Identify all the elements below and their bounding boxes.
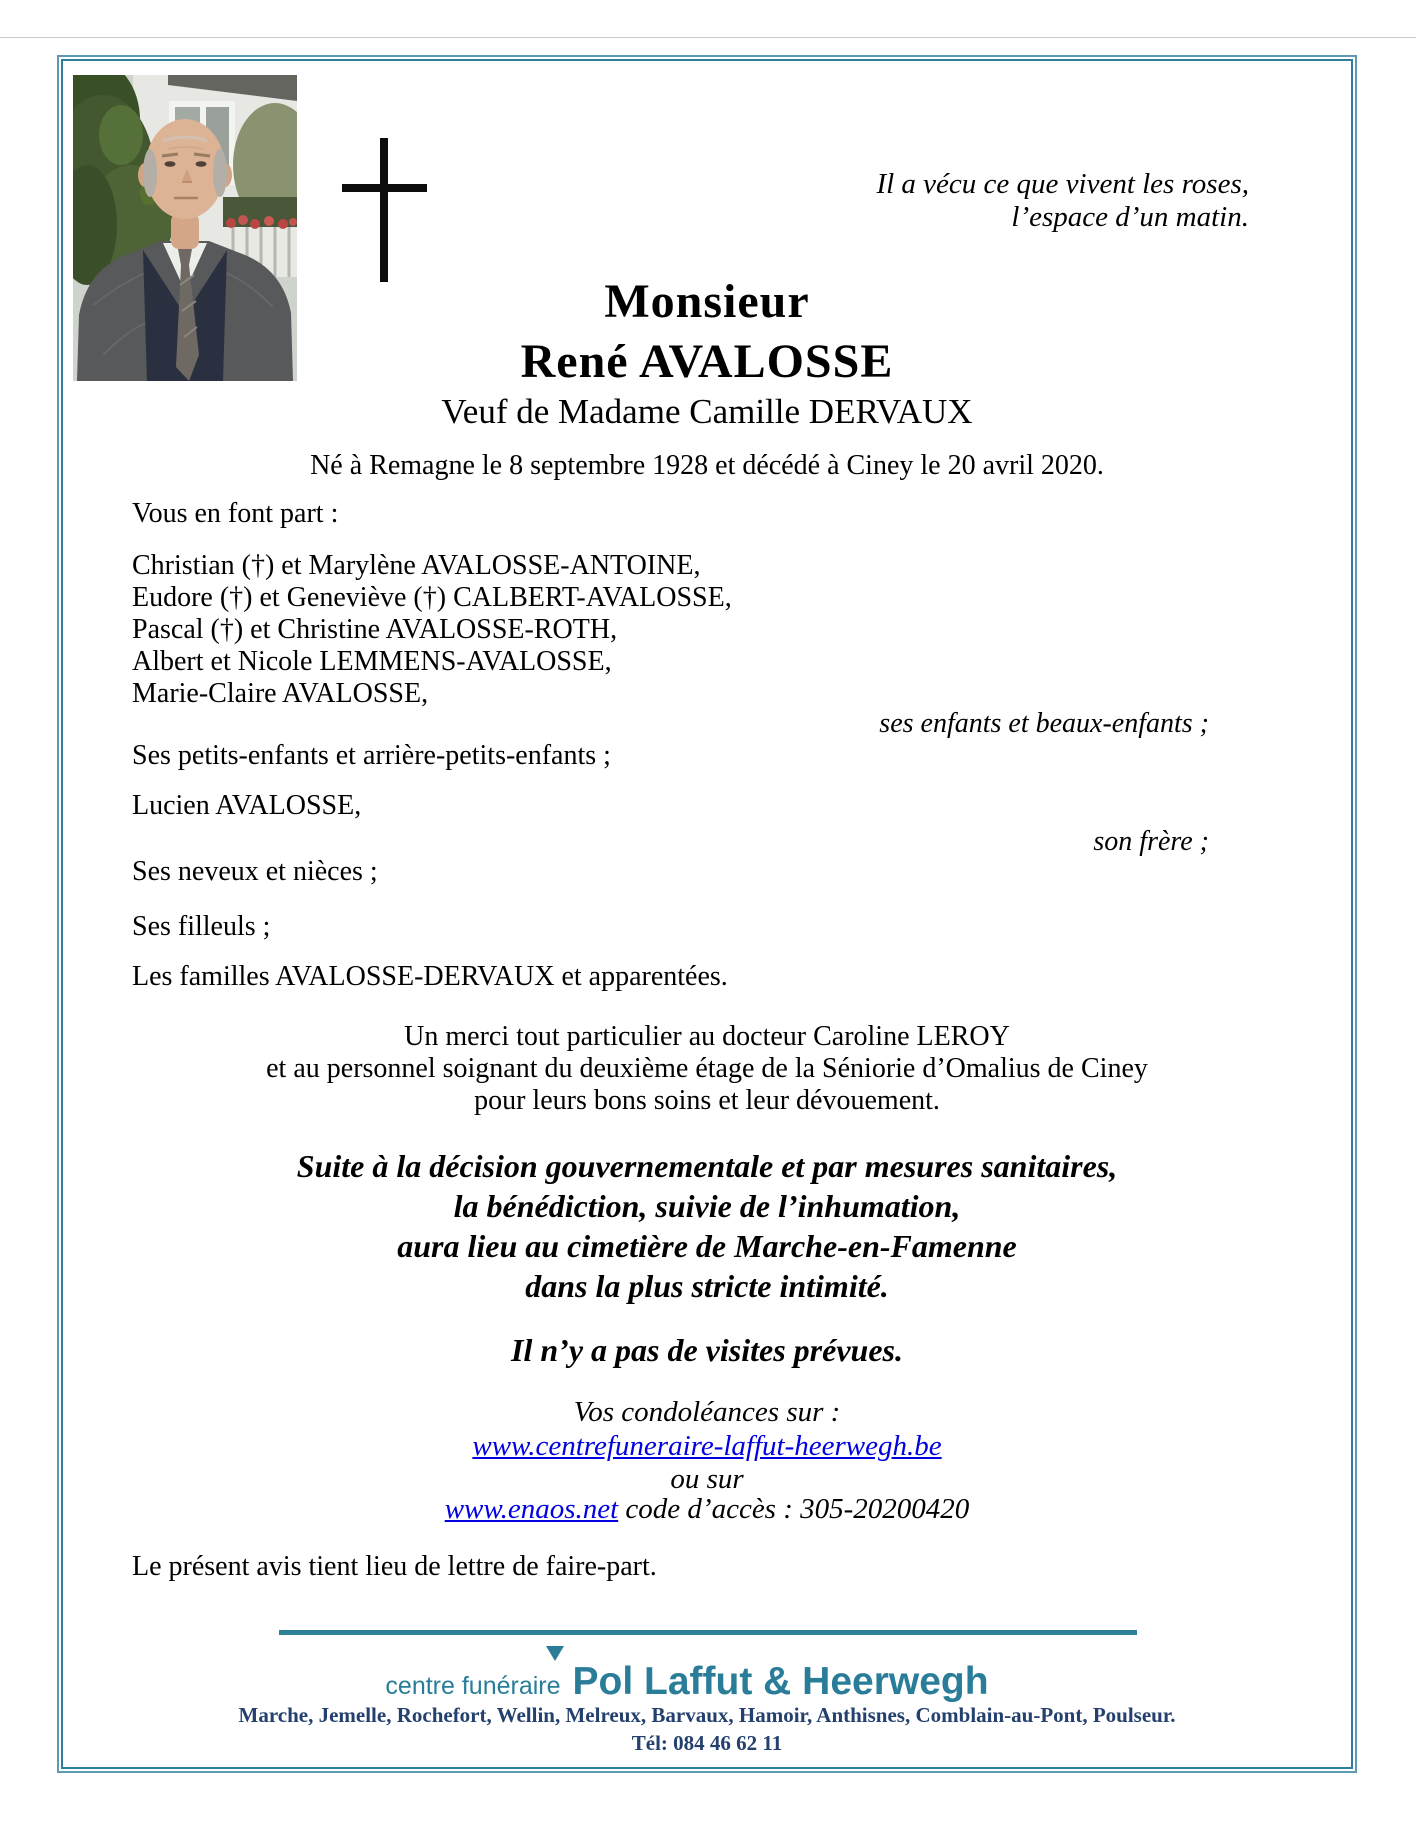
scan-edge-line xyxy=(0,37,1416,38)
ceremony-line-2: la bénédiction, suivie de l’inhumation, xyxy=(453,1188,961,1224)
ceremony-line-4: dans la plus stricte intimité. xyxy=(525,1268,889,1304)
ceremony-line-3: aura lieu au cimetière de Marche-en-Famenne xyxy=(397,1228,1017,1264)
thanks-line-1: Un merci tout particulier au docteur Caroline LEROY xyxy=(404,1021,1010,1052)
nephews-line: Ses neveux et nièces ; xyxy=(132,856,378,887)
epitaph-line-2: l’espace d’un matin. xyxy=(1011,201,1249,233)
epitaph-line-1: Il a vécu ce que vivent les roses, xyxy=(876,168,1249,200)
family-line: Eudore (†) et Geneviève (†) CALBERT-AVALOSSE, xyxy=(132,582,732,613)
title-monsieur: Monsieur xyxy=(604,275,810,328)
widower-subtitle: Veuf de Madame Camille DERVAUX xyxy=(441,392,973,431)
funeral-home-locations: Marche, Jemelle, Rochefort, Wellin, Melreux, Barvaux, Hamoir, Anthisnes, Comblain-au-Pont, Poulseur. xyxy=(238,1703,1176,1727)
ceremony-line-1: Suite à la décision gouvernementale et par mesures sanitaires, xyxy=(296,1148,1118,1184)
thanks-line-2: et au personnel soignant du deuxième étage de la Séniorie d’Omalius de Ciney xyxy=(266,1053,1148,1084)
faire-part-note: Le présent avis tient lieu de lettre de faire-part. xyxy=(132,1551,657,1582)
hair-right xyxy=(213,149,227,197)
epitaph-quote xyxy=(876,168,1249,234)
announcement-intro: Vous en font part : xyxy=(132,498,339,529)
godchildren-line: Ses filleuls ; xyxy=(132,911,271,942)
brother-note: son frère ; xyxy=(1093,826,1209,857)
cross-bar-horizontal xyxy=(342,184,427,192)
brother-name-line: Lucien AVALOSSE, xyxy=(132,790,362,821)
logo-name-text: Pol Laffut & Heerwegh xyxy=(572,1660,989,1703)
funeral-home-website-link[interactable]: www.centrefuneraire-laffut-heerwegh.be xyxy=(472,1430,942,1462)
funeral-home-logo xyxy=(37,1662,1337,1701)
thanks-block xyxy=(57,1021,1357,1117)
footer-divider-rule xyxy=(279,1630,1137,1635)
funeral-home-phone: Tél: 084 46 62 11 xyxy=(631,1731,783,1755)
birth-death-line: Né à Remagne le 8 septembre 1928 et décédé à Ciney le 20 avril 2020. xyxy=(310,450,1104,481)
latin-cross-icon xyxy=(342,138,427,282)
family-line: Pascal (†) et Christine AVALOSSE-ROTH, xyxy=(132,614,618,645)
cross-bar-vertical xyxy=(380,138,388,282)
grandchildren-line: Ses petits-enfants et arrière-petits-enfants ; xyxy=(132,740,611,771)
family-list xyxy=(132,550,732,710)
hair-left xyxy=(143,149,157,197)
deceased-name: René AVALOSSE xyxy=(520,335,894,388)
deceased-title xyxy=(57,272,1357,392)
condolences-link-line xyxy=(57,1430,1357,1463)
thanks-line-3: pour leurs bons soins et leur dévouement. xyxy=(474,1085,940,1116)
no-visits-line: Il n’y a pas de visites prévues. xyxy=(511,1332,903,1368)
family-line: Christian (†) et Marylène AVALOSSE-ANTOINE, xyxy=(132,550,701,581)
family-line: Albert et Nicole LEMMENS-AVALOSSE, xyxy=(132,646,612,677)
enaos-website-link[interactable]: www.enaos.net xyxy=(444,1493,619,1525)
children-note: ses enfants et beaux-enfants ; xyxy=(879,708,1209,739)
or-text: ou sur xyxy=(670,1463,744,1495)
families-line: Les familles AVALOSSE-DERVAUX et apparentées. xyxy=(132,961,728,992)
logo-prefix-text: centre funéraire xyxy=(385,1672,561,1700)
condolences-intro: Vos condoléances sur : xyxy=(573,1396,841,1428)
ceremony-notice xyxy=(57,1146,1357,1306)
enaos-link-line xyxy=(57,1493,1357,1526)
access-code-text: code d’accès : 305-20200420 xyxy=(618,1493,970,1525)
family-line: Marie-Claire AVALOSSE, xyxy=(132,678,429,709)
logo-triangle-icon xyxy=(546,1646,564,1661)
